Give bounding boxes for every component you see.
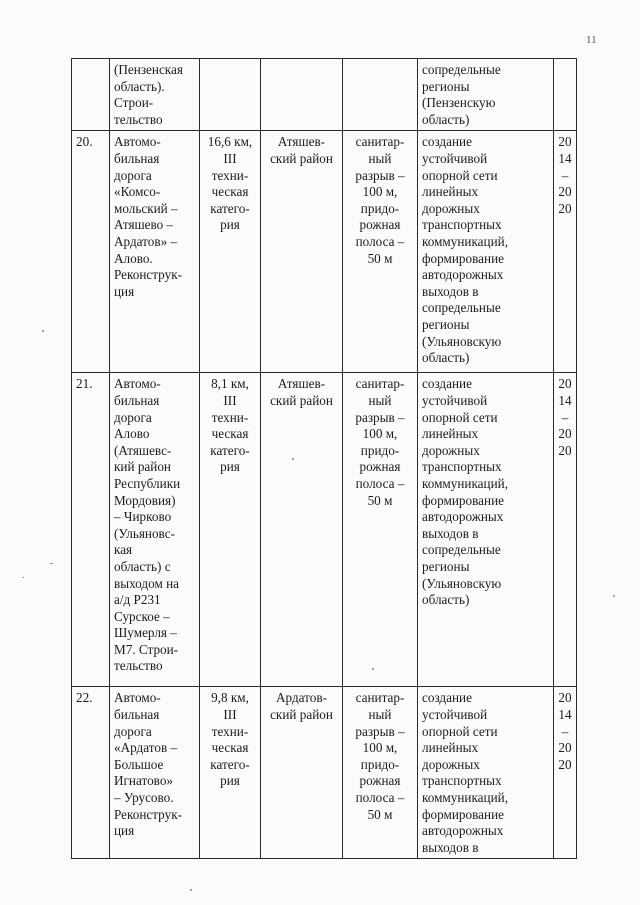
road-name: Автомо- бильная дорога Алово (Атяшевс- кий район Республики Мордовия) – Чирково (Ульяновс- кая область) с выходом на а/д Р231 Сурское – Шумерля – М7. Строи- тельство [110, 373, 200, 687]
implementation-period: 2014– 2020 [554, 373, 577, 687]
row-number: 21. [72, 373, 110, 687]
table-row [72, 373, 577, 687]
implementation-period [554, 59, 577, 131]
protection-zone [343, 59, 418, 131]
district: Ардатов- ский район [261, 687, 343, 859]
scan-speck [613, 595, 615, 597]
table-row [72, 687, 577, 859]
row-number: 22. [72, 687, 110, 859]
scan-speck [372, 668, 374, 670]
purpose: создание устойчивой опорной сети линейных дорожных транспортных коммуникаций, формирование автодорожных выходов в [418, 687, 554, 859]
implementation-period: 2014– 2020 [554, 131, 577, 373]
scan-speck [292, 458, 294, 460]
protection-zone: санитар- ный разрыв – 100 м, придо- рожная полоса – 50 м [343, 373, 418, 687]
road-name: Автомо- бильная дорога «Ардатов – Большое Игнатово» – Урусово. Реконструк- ция [110, 687, 200, 859]
page-number: 11 [586, 34, 597, 46]
district: Атяшев- ский район [261, 131, 343, 373]
implementation-period: 2014– 2020 [554, 687, 577, 859]
length-category: 16,6 км, III техни- ческая катего- рия [200, 131, 261, 373]
length-category: 9,8 км, III техни- ческая катего- рия [200, 687, 261, 859]
purpose: создание устойчивой опорной сети линейных дорожных транспортных коммуникаций, формирование автодорожных выходов в сопредельные регионы (Ульяновскую область) [418, 373, 554, 687]
row-number [72, 59, 110, 131]
row-number: 20. [72, 131, 110, 373]
protection-zone: санитар- ный разрыв – 100 м, придо- рожная полоса – 50 м [343, 131, 418, 373]
scan-speck [22, 577, 24, 578]
district: Атяшев- ский район [261, 373, 343, 687]
district [261, 59, 343, 131]
purpose: сопредельные регионы (Пензенскую область) [418, 59, 554, 131]
length-category: 8,1 км, III техни- ческая катего- рия [200, 373, 261, 687]
road-name: Автомо- бильная дорога «Комсо- мольский – Атяшево – Ардатов» – Алово. Реконструк- ция [110, 131, 200, 373]
road-projects-table [71, 58, 577, 859]
length-category [200, 59, 261, 131]
scan-speck [42, 330, 44, 332]
protection-zone: санитар- ный разрыв – 100 м, придо- рожная полоса – 50 м [343, 687, 418, 859]
scan-speck [190, 889, 192, 891]
table-row [72, 59, 577, 131]
road-name: (Пензенская область). Строи- тельство [110, 59, 200, 131]
scan-speck [50, 563, 53, 564]
purpose: создание устойчивой опорной сети линейных дорожных транспортных коммуникаций, формирование автодорожных выходов в сопредельные регионы (Ульяновскую область) [418, 131, 554, 373]
table-row [72, 131, 577, 373]
